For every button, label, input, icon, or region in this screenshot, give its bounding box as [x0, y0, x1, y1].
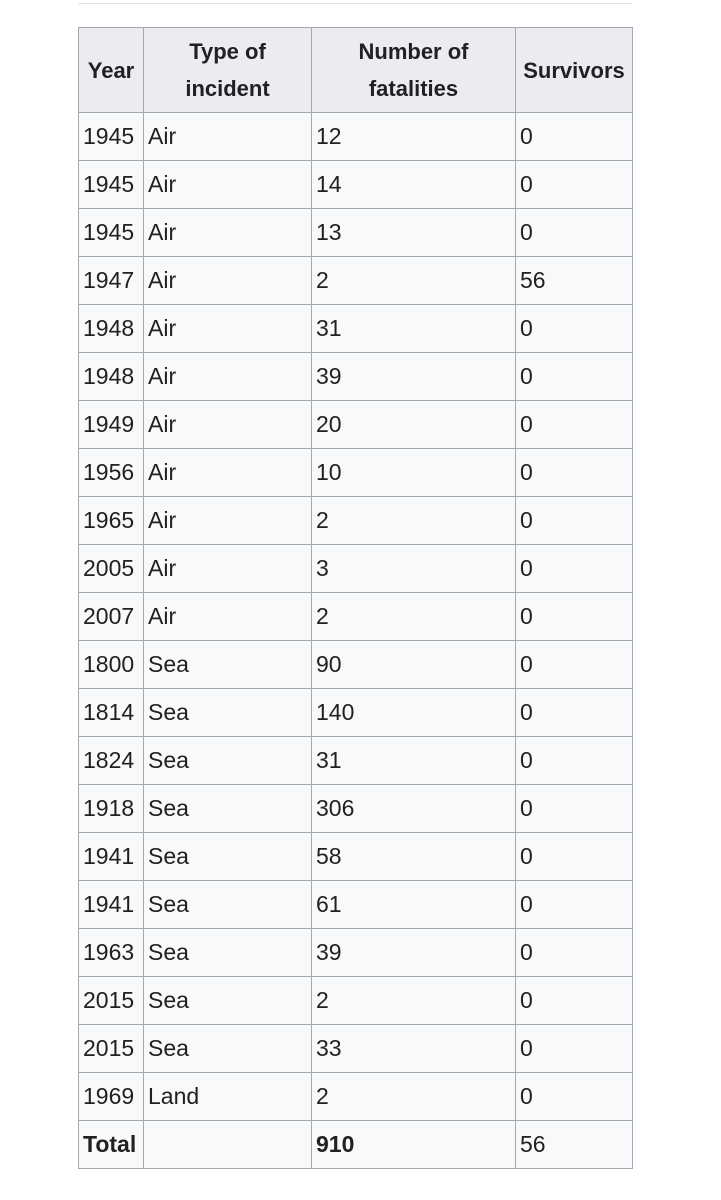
top-divider [78, 3, 632, 4]
header-number-of-fatalities[interactable] [312, 28, 516, 113]
cell-type: Air [144, 449, 312, 497]
table-row [79, 545, 633, 593]
table-body [79, 113, 633, 1121]
table-row [79, 401, 633, 449]
total-label: Total [79, 1121, 144, 1169]
cell-fatalities: 14 [312, 161, 516, 209]
cell-type: Air [144, 209, 312, 257]
table-row [79, 449, 633, 497]
cell-survivors: 0 [516, 113, 633, 161]
cell-type: Air [144, 593, 312, 641]
cell-year: 2015 [79, 977, 144, 1025]
cell-survivors: 0 [516, 209, 633, 257]
cell-year: 1800 [79, 641, 144, 689]
table-row [79, 1025, 633, 1073]
cell-fatalities: 33 [312, 1025, 516, 1073]
cell-type: Sea [144, 641, 312, 689]
cell-type: Air [144, 401, 312, 449]
cell-survivors: 0 [516, 1025, 633, 1073]
table-row [79, 593, 633, 641]
cell-fatalities: 31 [312, 305, 516, 353]
table-row [79, 353, 633, 401]
cell-year: 1948 [79, 305, 144, 353]
cell-survivors: 0 [516, 545, 633, 593]
cell-year: 1965 [79, 497, 144, 545]
cell-year: 1969 [79, 1073, 144, 1121]
total-survivors: 56 [516, 1121, 633, 1169]
cell-year: 1947 [79, 257, 144, 305]
cell-survivors: 0 [516, 881, 633, 929]
cell-year: 1948 [79, 353, 144, 401]
cell-survivors: 0 [516, 785, 633, 833]
cell-survivors: 0 [516, 641, 633, 689]
cell-fatalities: 39 [312, 353, 516, 401]
cell-type: Air [144, 353, 312, 401]
header-year[interactable] [79, 28, 144, 113]
header-year-label: Year [87, 57, 135, 83]
table-row [79, 737, 633, 785]
cell-year: 2015 [79, 1025, 144, 1073]
cell-survivors: 0 [516, 833, 633, 881]
cell-fatalities: 39 [312, 929, 516, 977]
table-header-row [79, 28, 633, 113]
header-type-line2: incident [185, 76, 270, 101]
table-row [79, 113, 633, 161]
header-type-line1: Type of [189, 39, 266, 64]
cell-fatalities: 58 [312, 833, 516, 881]
table-row [79, 209, 633, 257]
cell-fatalities: 31 [312, 737, 516, 785]
header-fatalities-line2: fatalities [368, 76, 459, 101]
cell-fatalities: 140 [312, 689, 516, 737]
incidents-table [78, 27, 633, 1169]
cell-year: 1941 [79, 833, 144, 881]
cell-year: 1918 [79, 785, 144, 833]
cell-year: 2005 [79, 545, 144, 593]
cell-fatalities: 20 [312, 401, 516, 449]
cell-fatalities: 2 [312, 593, 516, 641]
cell-fatalities: 13 [312, 209, 516, 257]
cell-type: Sea [144, 689, 312, 737]
cell-type: Air [144, 113, 312, 161]
cell-year: 1945 [79, 113, 144, 161]
cell-survivors: 0 [516, 977, 633, 1025]
table-row [79, 929, 633, 977]
header-fatalities-line1: Number of [358, 39, 469, 64]
cell-type: Air [144, 497, 312, 545]
cell-type: Air [144, 257, 312, 305]
table-row [79, 641, 633, 689]
cell-year: 1945 [79, 161, 144, 209]
cell-fatalities: 12 [312, 113, 516, 161]
cell-survivors: 0 [516, 305, 633, 353]
table-row [79, 833, 633, 881]
cell-type: Land [144, 1073, 312, 1121]
cell-survivors: 0 [516, 161, 633, 209]
cell-type: Sea [144, 785, 312, 833]
cell-year: 2007 [79, 593, 144, 641]
table-row [79, 785, 633, 833]
table-row [79, 161, 633, 209]
cell-survivors: 0 [516, 401, 633, 449]
cell-fatalities: 90 [312, 641, 516, 689]
cell-survivors: 0 [516, 689, 633, 737]
cell-year: 1945 [79, 209, 144, 257]
total-type [144, 1121, 312, 1169]
cell-survivors: 0 [516, 593, 633, 641]
cell-type: Sea [144, 929, 312, 977]
cell-fatalities: 306 [312, 785, 516, 833]
table-row [79, 977, 633, 1025]
table-row [79, 1073, 633, 1121]
cell-year: 1949 [79, 401, 144, 449]
cell-survivors: 0 [516, 449, 633, 497]
cell-type: Air [144, 161, 312, 209]
table-row [79, 305, 633, 353]
cell-year: 1956 [79, 449, 144, 497]
table-row [79, 689, 633, 737]
cell-year: 1941 [79, 881, 144, 929]
cell-type: Sea [144, 977, 312, 1025]
cell-survivors: 56 [516, 257, 633, 305]
cell-fatalities: 2 [312, 977, 516, 1025]
cell-survivors: 0 [516, 929, 633, 977]
cell-fatalities: 10 [312, 449, 516, 497]
table-row [79, 257, 633, 305]
cell-type: Sea [144, 881, 312, 929]
cell-fatalities: 2 [312, 497, 516, 545]
cell-year: 1963 [79, 929, 144, 977]
cell-survivors: 0 [516, 353, 633, 401]
cell-year: 1824 [79, 737, 144, 785]
cell-type: Air [144, 305, 312, 353]
cell-fatalities: 3 [312, 545, 516, 593]
cell-type: Air [144, 545, 312, 593]
header-type-of-incident[interactable] [144, 28, 312, 113]
cell-type: Sea [144, 1025, 312, 1073]
cell-survivors: 0 [516, 1073, 633, 1121]
total-row [79, 1121, 633, 1169]
cell-survivors: 0 [516, 737, 633, 785]
table-row [79, 497, 633, 545]
cell-fatalities: 2 [312, 1073, 516, 1121]
cell-type: Sea [144, 737, 312, 785]
cell-year: 1814 [79, 689, 144, 737]
total-fatalities: 910 [312, 1121, 516, 1169]
header-survivors[interactable] [516, 28, 633, 113]
cell-fatalities: 2 [312, 257, 516, 305]
table-row [79, 881, 633, 929]
header-survivors-label: Survivors [523, 57, 625, 83]
cell-fatalities: 61 [312, 881, 516, 929]
cell-type: Sea [144, 833, 312, 881]
cell-survivors: 0 [516, 497, 633, 545]
